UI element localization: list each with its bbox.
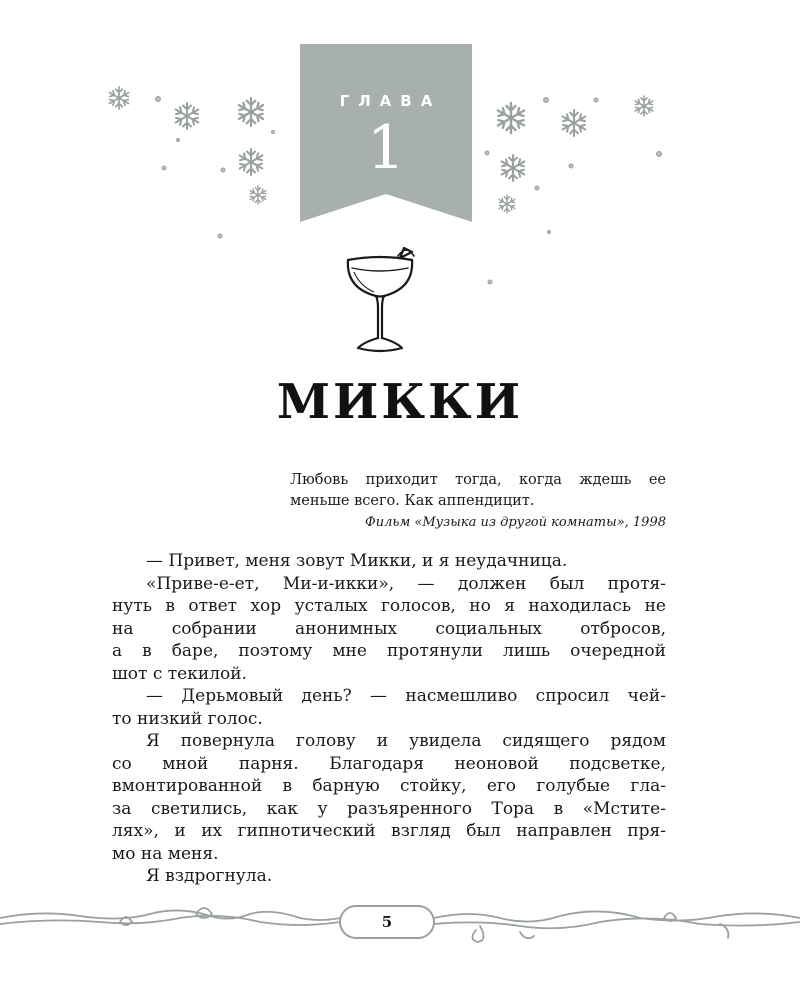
epigraph-source: Фильм «Музыка из другой комнаты», 1998 [364,515,666,530]
epigraph-line: Любовь приходит тогда, когда ждешь ее [290,472,666,488]
snowflake-icon [502,155,525,181]
page-number: 5 [381,913,393,931]
text-line: а в баре, поэтому мне протянули лишь очередной [112,641,666,661]
text-line: мо на меня. [112,843,219,864]
epigraph [290,470,666,533]
text-line: Я повернула голову и увидела сидящего рядом [146,731,666,751]
text-line: «Приве-е-ет, Ми-и-икки», — должен был протя- [146,573,666,594]
text-line: то низкий голос. [112,708,263,729]
epigraph-line: меньше всего. Как аппендицит. [290,493,535,509]
text-line: со мной парня. Благодаря неоновой подсветке, [112,753,666,774]
snowflake-icon [499,195,515,213]
cocktail-glass-icon [340,238,420,354]
snowflake-icon [109,87,128,109]
snowflake-icon [240,149,263,175]
text-line: нуть в ответ хор усталых голосов, но я находилась не [112,596,666,616]
body-text [112,550,666,888]
snowflake-icon [635,96,652,116]
text-line: — Привет, меня зовут Микки, и я неудачница. [146,551,568,571]
snowflake-icon [176,103,199,129]
text-line: шот с текилой. [112,663,247,684]
text-line: — Дерьмовый день? — насмешливо спросил чей- [146,686,666,706]
snowflake-icon [498,103,524,133]
snowflake-icon [239,98,263,126]
text-line: на собрании анонимных социальных отбросов, [112,618,666,639]
text-line: Я вздрогнула. [146,866,273,886]
text-line: лях», и их гипнотический взгляд был направлен пря- [112,821,666,841]
snowflake-icon [563,110,586,136]
chapter-label: ГЛАВА [339,92,442,110]
chapter-title: МИККИ [276,374,524,430]
text-line: за светились, как у разъяренного Тора в «Мстите- [112,798,666,819]
text-line: вмонтированной в барную стойку, его голубые гла- [112,776,666,796]
snowflake-icon [250,186,266,204]
chapter-number: 1 [366,113,406,183]
